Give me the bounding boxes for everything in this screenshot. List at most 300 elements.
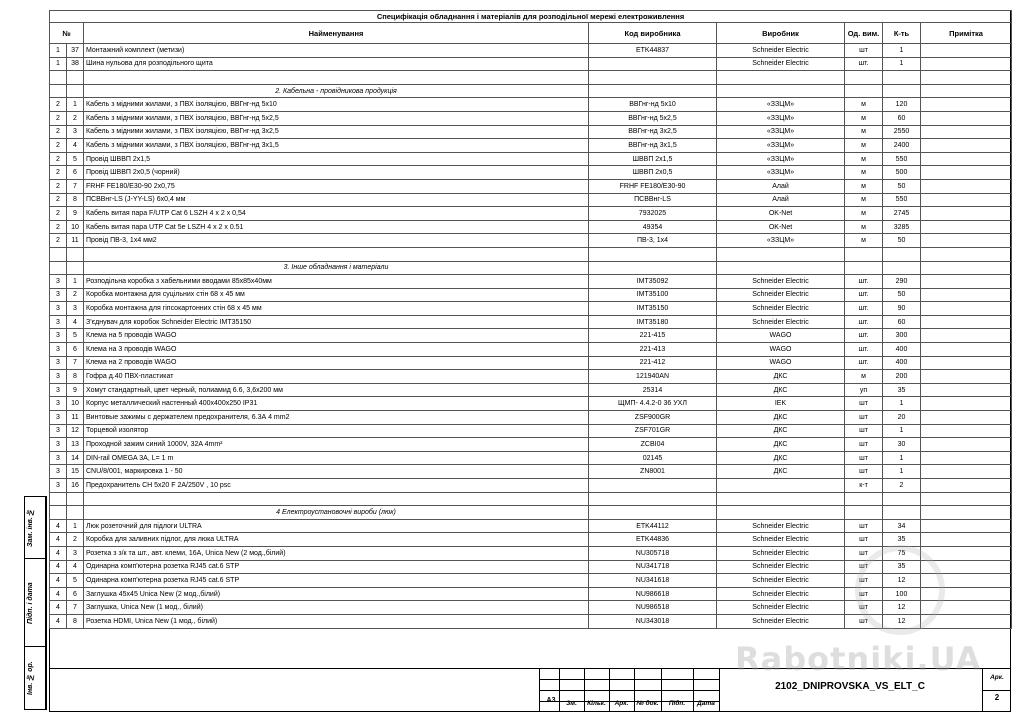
cell-maker: WAGO <box>717 356 845 370</box>
table-row <box>50 397 1012 411</box>
cell-name: CNU/8/001, маркировка 1 - 50 <box>84 465 589 479</box>
tb-col-doc: № док. <box>636 700 659 707</box>
cell-unit: шт <box>845 44 883 58</box>
cell-unit: шт <box>845 614 883 628</box>
cell-code: NU986618 <box>589 587 717 601</box>
cell-qty: 35 <box>883 533 921 547</box>
cell-code: NU986518 <box>589 601 717 615</box>
cell-name: FRHF FE180/E30-90 2х0,75 <box>84 179 589 193</box>
cell-name: Розподільна коробка з хабельними вводами 85х85х40мм <box>84 275 589 289</box>
cell-position: 4 <box>67 139 84 153</box>
cell-group: 2 <box>50 139 67 153</box>
cell-position: 1 <box>67 98 84 112</box>
cell-unit: шт. <box>845 275 883 289</box>
table-row <box>50 451 1012 465</box>
cell-maker: Schneider Electric <box>717 587 845 601</box>
cell-unit: к-т <box>845 479 883 493</box>
cell-position: 8 <box>67 193 84 207</box>
cell-qty: 2400 <box>883 139 921 153</box>
table-row <box>50 533 1012 547</box>
table-row <box>50 479 1012 493</box>
cell-maker: «ЗЗЦМ» <box>717 234 845 248</box>
cell-maker: Schneider Electric <box>717 57 845 71</box>
cell-note <box>921 356 1012 370</box>
cell-code: ETK44112 <box>589 519 717 533</box>
cell-empty <box>921 71 1012 85</box>
cell-code: ВВГнг-нд 5х2,5 <box>589 111 717 125</box>
cell-position: 11 <box>67 234 84 248</box>
cell-maker: «ЗЗЦМ» <box>717 98 845 112</box>
cell-unit: шт. <box>845 57 883 71</box>
cell-name: Клема на 3 проводів WAGO <box>84 343 589 357</box>
section-title: 4 Електроустановочні вироби (люк) <box>84 506 589 520</box>
table-row <box>50 207 1012 221</box>
cell-qty: 75 <box>883 546 921 560</box>
cell-position: 7 <box>67 601 84 615</box>
cell-empty <box>883 506 921 520</box>
cell-position: 5 <box>67 329 84 343</box>
cell-position: 15 <box>67 465 84 479</box>
cell-name: Розетка HDMI, Unica New (1 мод., білий) <box>84 614 589 628</box>
cell-empty <box>921 84 1012 98</box>
cell-position: 14 <box>67 451 84 465</box>
cell-empty <box>589 506 717 520</box>
cell-code: NU341618 <box>589 574 717 588</box>
cell-qty: 20 <box>883 411 921 425</box>
cell-note <box>921 465 1012 479</box>
cell-note <box>921 438 1012 452</box>
cell-empty <box>845 71 883 85</box>
cell-empty <box>717 506 845 520</box>
header-unit: Од. вим. <box>845 23 883 44</box>
cell-qty: 400 <box>883 356 921 370</box>
cell-name: DIN-rail OMEGA 3A, L= 1 m <box>84 451 589 465</box>
cell-empty <box>589 492 717 506</box>
cell-group: 4 <box>50 601 67 615</box>
document-code: 2102_DNIPROVSKA_VS_ELT_C <box>775 681 925 692</box>
cell-group: 3 <box>50 451 67 465</box>
cell-group: 1 <box>50 44 67 58</box>
cell-maker: «ЗЗЦМ» <box>717 125 845 139</box>
cell-unit: шт. <box>845 329 883 343</box>
cell-code: IMT35150 <box>589 302 717 316</box>
cell-qty: 200 <box>883 370 921 384</box>
cell-qty: 2550 <box>883 125 921 139</box>
cell-name: Одинарна комп'ютерна розетка RJ45 cat.6 STP <box>84 574 589 588</box>
cell-name: Торцевой изолятор <box>84 424 589 438</box>
cell-maker: «ЗЗЦМ» <box>717 166 845 180</box>
cell-position: 12 <box>67 424 84 438</box>
cell-group: 2 <box>50 193 67 207</box>
cell-maker: OK-Net <box>717 207 845 221</box>
cell-note <box>921 139 1012 153</box>
cell-unit: м <box>845 111 883 125</box>
cell-name: Розетка з з/к та шт., авт. клеми, 16А, Unica New (2 мод.,білий) <box>84 546 589 560</box>
cell-code: ZN8001 <box>589 465 717 479</box>
cell-group: 2 <box>50 166 67 180</box>
watermark-logo <box>855 545 945 635</box>
table-title: Специфікація обладнання і матеріалів для розподільної мережі електроживлення <box>50 11 1012 23</box>
cell-unit: шт <box>845 560 883 574</box>
cell-qty: 12 <box>883 574 921 588</box>
cell-group: 4 <box>50 614 67 628</box>
cell-note <box>921 315 1012 329</box>
cell-empty <box>84 247 589 261</box>
cell-qty: 2 <box>883 479 921 493</box>
cell-position: 10 <box>67 397 84 411</box>
cell-name: З'єднувач для коробок Schneider Electric IMT35150 <box>84 315 589 329</box>
table-row <box>50 424 1012 438</box>
cell-note <box>921 193 1012 207</box>
cell-name: Проходной зажим синий 1000V, 32A 4mm² <box>84 438 589 452</box>
cell-unit: м <box>845 139 883 153</box>
cell-group: 2 <box>50 152 67 166</box>
cell-name: Коробка монтажна для гіпсокартонних стін 68 х 45 мм <box>84 302 589 316</box>
cell-note <box>921 479 1012 493</box>
table-title-row <box>50 11 1012 23</box>
cell-maker: Алай <box>717 179 845 193</box>
tb-col-pidp: Підп. <box>668 700 686 707</box>
cell-qty: 550 <box>883 152 921 166</box>
cell-empty <box>845 247 883 261</box>
cell-empty <box>921 247 1012 261</box>
cell-code: ВВГнг-нд 3х1,5 <box>589 139 717 153</box>
cell-empty <box>50 71 67 85</box>
cell-empty <box>883 247 921 261</box>
cell-code: IMT35180 <box>589 315 717 329</box>
cell-empty <box>717 71 845 85</box>
cell-position: 38 <box>67 57 84 71</box>
table-row <box>50 44 1012 58</box>
cell-note <box>921 397 1012 411</box>
cell-qty: 1 <box>883 397 921 411</box>
table-header-row <box>50 23 1012 44</box>
cell-position: 6 <box>67 587 84 601</box>
table-row <box>50 152 1012 166</box>
cell-qty: 12 <box>883 614 921 628</box>
cell-code: ВВГнг-нд 3х2,5 <box>589 125 717 139</box>
cell-code <box>589 57 717 71</box>
cell-qty: 60 <box>883 111 921 125</box>
cell-note <box>921 152 1012 166</box>
side-label-zam: Зам. інв. № <box>27 508 34 548</box>
cell-position <box>67 506 84 520</box>
cell-unit: м <box>845 166 883 180</box>
cell-code: ЩМП- 4.4.2-0 36 УХЛ <box>589 397 717 411</box>
sheet-label: Арк. <box>990 674 1004 681</box>
cell-qty: 60 <box>883 315 921 329</box>
cell-code: 121940AN <box>589 370 717 384</box>
cell-unit: шт. <box>845 356 883 370</box>
cell-code: ETK44837 <box>589 44 717 58</box>
cell-maker: WAGO <box>717 343 845 357</box>
cell-position: 1 <box>67 519 84 533</box>
tb-col-ark: Арк. <box>614 700 629 707</box>
header-note: Примітка <box>921 23 1012 44</box>
cell-maker: Schneider Electric <box>717 315 845 329</box>
table-row <box>50 98 1012 112</box>
cell-name: Хомут стандартный, цвет черный, полиамид 6.6, 3,6х200 мм <box>84 383 589 397</box>
cell-note <box>921 111 1012 125</box>
cell-unit: м <box>845 98 883 112</box>
cell-maker: IEK <box>717 397 845 411</box>
cell-code: IMT35092 <box>589 275 717 289</box>
cell-note <box>921 44 1012 58</box>
cell-name: Клема на 5 проводів WAGO <box>84 329 589 343</box>
cell-note <box>921 302 1012 316</box>
cell-code: NU341718 <box>589 560 717 574</box>
cell-code: 221-413 <box>589 343 717 357</box>
cell-qty: 120 <box>883 98 921 112</box>
cell-empty <box>883 261 921 275</box>
cell-maker: ДКС <box>717 383 845 397</box>
cell-group: 3 <box>50 424 67 438</box>
section-title: 2. Кабельна - провідникова продукція <box>84 84 589 98</box>
cell-unit: м <box>845 207 883 221</box>
cell-empty <box>50 492 67 506</box>
cell-group: 3 <box>50 288 67 302</box>
cell-maker: Schneider Electric <box>717 519 845 533</box>
cell-unit: шт. <box>845 315 883 329</box>
cell-name: Кабель з мідними жилами, з ПВХ ізоляцією, ВВГнг-нд 5х10 <box>84 98 589 112</box>
cell-qty: 1 <box>883 465 921 479</box>
cell-empty <box>67 247 84 261</box>
cell-maker: Schneider Electric <box>717 560 845 574</box>
table-row <box>50 125 1012 139</box>
cell-empty <box>589 71 717 85</box>
side-label-inv: Інв. № ор. <box>27 661 34 695</box>
cell-qty: 2745 <box>883 207 921 221</box>
cell-position: 13 <box>67 438 84 452</box>
cell-name: Люк розеточний для підлоги ULTRA <box>84 519 589 533</box>
cell-position: 2 <box>67 288 84 302</box>
cell-position: 5 <box>67 152 84 166</box>
cell-qty: 300 <box>883 329 921 343</box>
cell-group: 3 <box>50 370 67 384</box>
cell-empty <box>717 84 845 98</box>
cell-code: FRHF FE180/E30-90 <box>589 179 717 193</box>
cell-unit: шт <box>845 424 883 438</box>
cell-maker: Schneider Electric <box>717 288 845 302</box>
cell-group <box>50 506 67 520</box>
cell-qty: 500 <box>883 166 921 180</box>
cell-qty: 290 <box>883 275 921 289</box>
cell-position: 3 <box>67 125 84 139</box>
side-cell-pidp <box>25 559 45 647</box>
cell-maker: «ЗЗЦМ» <box>717 152 845 166</box>
header-qty: К-ть <box>883 23 921 44</box>
cell-maker <box>717 479 845 493</box>
cell-unit: шт <box>845 438 883 452</box>
cell-qty: 50 <box>883 288 921 302</box>
cell-empty <box>883 84 921 98</box>
table-row <box>50 411 1012 425</box>
cell-group: 4 <box>50 533 67 547</box>
cell-note <box>921 57 1012 71</box>
cell-note <box>921 179 1012 193</box>
cell-maker: ДКС <box>717 465 845 479</box>
cell-group: 4 <box>50 519 67 533</box>
cell-unit: шт <box>845 533 883 547</box>
cell-position <box>67 261 84 275</box>
table-row <box>50 315 1012 329</box>
table-row <box>50 302 1012 316</box>
table-row <box>50 139 1012 153</box>
cell-empty <box>50 247 67 261</box>
cell-maker: ДКС <box>717 370 845 384</box>
cell-position: 11 <box>67 411 84 425</box>
cell-group: 3 <box>50 356 67 370</box>
table-row <box>50 57 1012 71</box>
cell-code: ZSF900GR <box>589 411 717 425</box>
cell-maker: Schneider Electric <box>717 533 845 547</box>
table-row <box>50 370 1012 384</box>
table-row <box>50 356 1012 370</box>
cell-qty: 1 <box>883 57 921 71</box>
cell-position: 8 <box>67 614 84 628</box>
cell-name: Заглушка 45х45 Unica New (2 мод.,білий) <box>84 587 589 601</box>
cell-group: 4 <box>50 560 67 574</box>
cell-empty <box>921 492 1012 506</box>
table-row <box>50 166 1012 180</box>
cell-qty: 1 <box>883 451 921 465</box>
cell-empty <box>589 261 717 275</box>
cell-unit: шт. <box>845 343 883 357</box>
cell-name: Коробка для заливних підлог, для люка ULTRA <box>84 533 589 547</box>
cell-position: 7 <box>67 179 84 193</box>
cell-code: NU343018 <box>589 614 717 628</box>
cell-maker: Schneider Electric <box>717 546 845 560</box>
cell-code: NU305718 <box>589 546 717 560</box>
cell-name: Провід ПВ-3, 1х4 мм2 <box>84 234 589 248</box>
table-row <box>50 234 1012 248</box>
cell-note <box>921 329 1012 343</box>
cell-position: 37 <box>67 44 84 58</box>
cell-name: Одинарна комп'ютерна розетка RJ45 cat.6 STP <box>84 560 589 574</box>
cell-note <box>921 370 1012 384</box>
cell-qty: 50 <box>883 179 921 193</box>
cell-group: 3 <box>50 383 67 397</box>
cell-maker: «ЗЗЦМ» <box>717 139 845 153</box>
cell-name: Кабель з мідними жилами, з ПВХ ізоляцією, ВВГнг-нд 3х2,5 <box>84 125 589 139</box>
cell-name: Кабель з мідними жилами, з ПВХ ізоляцією, ВВГнг-нд 5х2,5 <box>84 111 589 125</box>
cell-maker: Schneider Electric <box>717 614 845 628</box>
cell-unit: м <box>845 234 883 248</box>
specification-table <box>49 10 1012 629</box>
cell-code: 49354 <box>589 220 717 234</box>
cell-name: Предохранитель CH 5x20 F 2A/250V , 10 psc <box>84 479 589 493</box>
cell-group: 2 <box>50 207 67 221</box>
cell-empty <box>84 71 589 85</box>
cell-code: ZSF701GR <box>589 424 717 438</box>
cell-maker: ДКС <box>717 451 845 465</box>
cell-unit: шт <box>845 451 883 465</box>
cell-position: 6 <box>67 166 84 180</box>
cell-code: IMT35100 <box>589 288 717 302</box>
cell-code: ШВВП 2х0,5 <box>589 166 717 180</box>
cell-group: 1 <box>50 57 67 71</box>
cell-qty: 12 <box>883 601 921 615</box>
cell-group <box>50 261 67 275</box>
cell-note <box>921 98 1012 112</box>
side-cell-inv <box>25 647 45 709</box>
cell-qty: 100 <box>883 587 921 601</box>
cell-group: 3 <box>50 275 67 289</box>
cell-qty: 3285 <box>883 220 921 234</box>
cell-position: 3 <box>67 302 84 316</box>
cell-maker: ДКС <box>717 438 845 452</box>
cell-unit: м <box>845 152 883 166</box>
cell-empty <box>845 492 883 506</box>
cell-name: Кабель витая пара UTP Cat 5e LSZH 4 x 2 x 0.51 <box>84 220 589 234</box>
cell-unit: шт <box>845 519 883 533</box>
cell-code: 221-412 <box>589 356 717 370</box>
tb-col-zm: Зм. <box>566 700 577 707</box>
cell-code: ZCBI04 <box>589 438 717 452</box>
cell-qty: 1 <box>883 424 921 438</box>
cell-unit: уп <box>845 383 883 397</box>
cell-group: 3 <box>50 343 67 357</box>
cell-position: 5 <box>67 574 84 588</box>
cell-name: Шина нульова для розподільного щита <box>84 57 589 71</box>
cell-group: 3 <box>50 329 67 343</box>
cell-group: 4 <box>50 587 67 601</box>
cell-group: 4 <box>50 546 67 560</box>
cell-empty <box>717 261 845 275</box>
cell-note <box>921 166 1012 180</box>
cell-position: 2 <box>67 533 84 547</box>
cell-maker: Schneider Electric <box>717 601 845 615</box>
cell-code: ПСВВнг-LS <box>589 193 717 207</box>
cell-unit: шт <box>845 546 883 560</box>
table-row <box>50 438 1012 452</box>
cell-name: Провід ШВВП 2х0,5 (чорний) <box>84 166 589 180</box>
cell-empty <box>845 84 883 98</box>
cell-empty <box>717 247 845 261</box>
cell-position: 4 <box>67 315 84 329</box>
cell-note <box>921 383 1012 397</box>
cell-group: 3 <box>50 315 67 329</box>
header-code: Код виробника <box>589 23 717 44</box>
blank-row <box>50 71 1012 85</box>
cell-qty: 35 <box>883 560 921 574</box>
cell-qty: 1 <box>883 44 921 58</box>
table-row <box>50 383 1012 397</box>
cell-unit: шт <box>845 397 883 411</box>
cell-group: 2 <box>50 111 67 125</box>
cell-name: Кабель з мідними жилами, з ПВХ ізоляцією, ВВГнг-нд 3х1,5 <box>84 139 589 153</box>
cell-empty <box>921 506 1012 520</box>
cell-unit: м <box>845 220 883 234</box>
cell-qty: 35 <box>883 383 921 397</box>
cell-position: 2 <box>67 111 84 125</box>
cell-note <box>921 220 1012 234</box>
header-maker: Виробник <box>717 23 845 44</box>
cell-unit: шт <box>845 411 883 425</box>
cell-group: 2 <box>50 234 67 248</box>
sheet-format: А3 <box>546 697 556 704</box>
cell-group <box>50 84 67 98</box>
cell-name: Коробка монтажна для суцільних стін 68 х 45 мм <box>84 288 589 302</box>
cell-group: 4 <box>50 574 67 588</box>
cell-maker: Schneider Electric <box>717 44 845 58</box>
cell-name: Монтажний комплект (метизи) <box>84 44 589 58</box>
table-row <box>50 465 1012 479</box>
cell-code: ПВ-3, 1х4 <box>589 234 717 248</box>
cell-group: 2 <box>50 125 67 139</box>
header-name: Найменування <box>84 23 589 44</box>
cell-empty <box>845 506 883 520</box>
